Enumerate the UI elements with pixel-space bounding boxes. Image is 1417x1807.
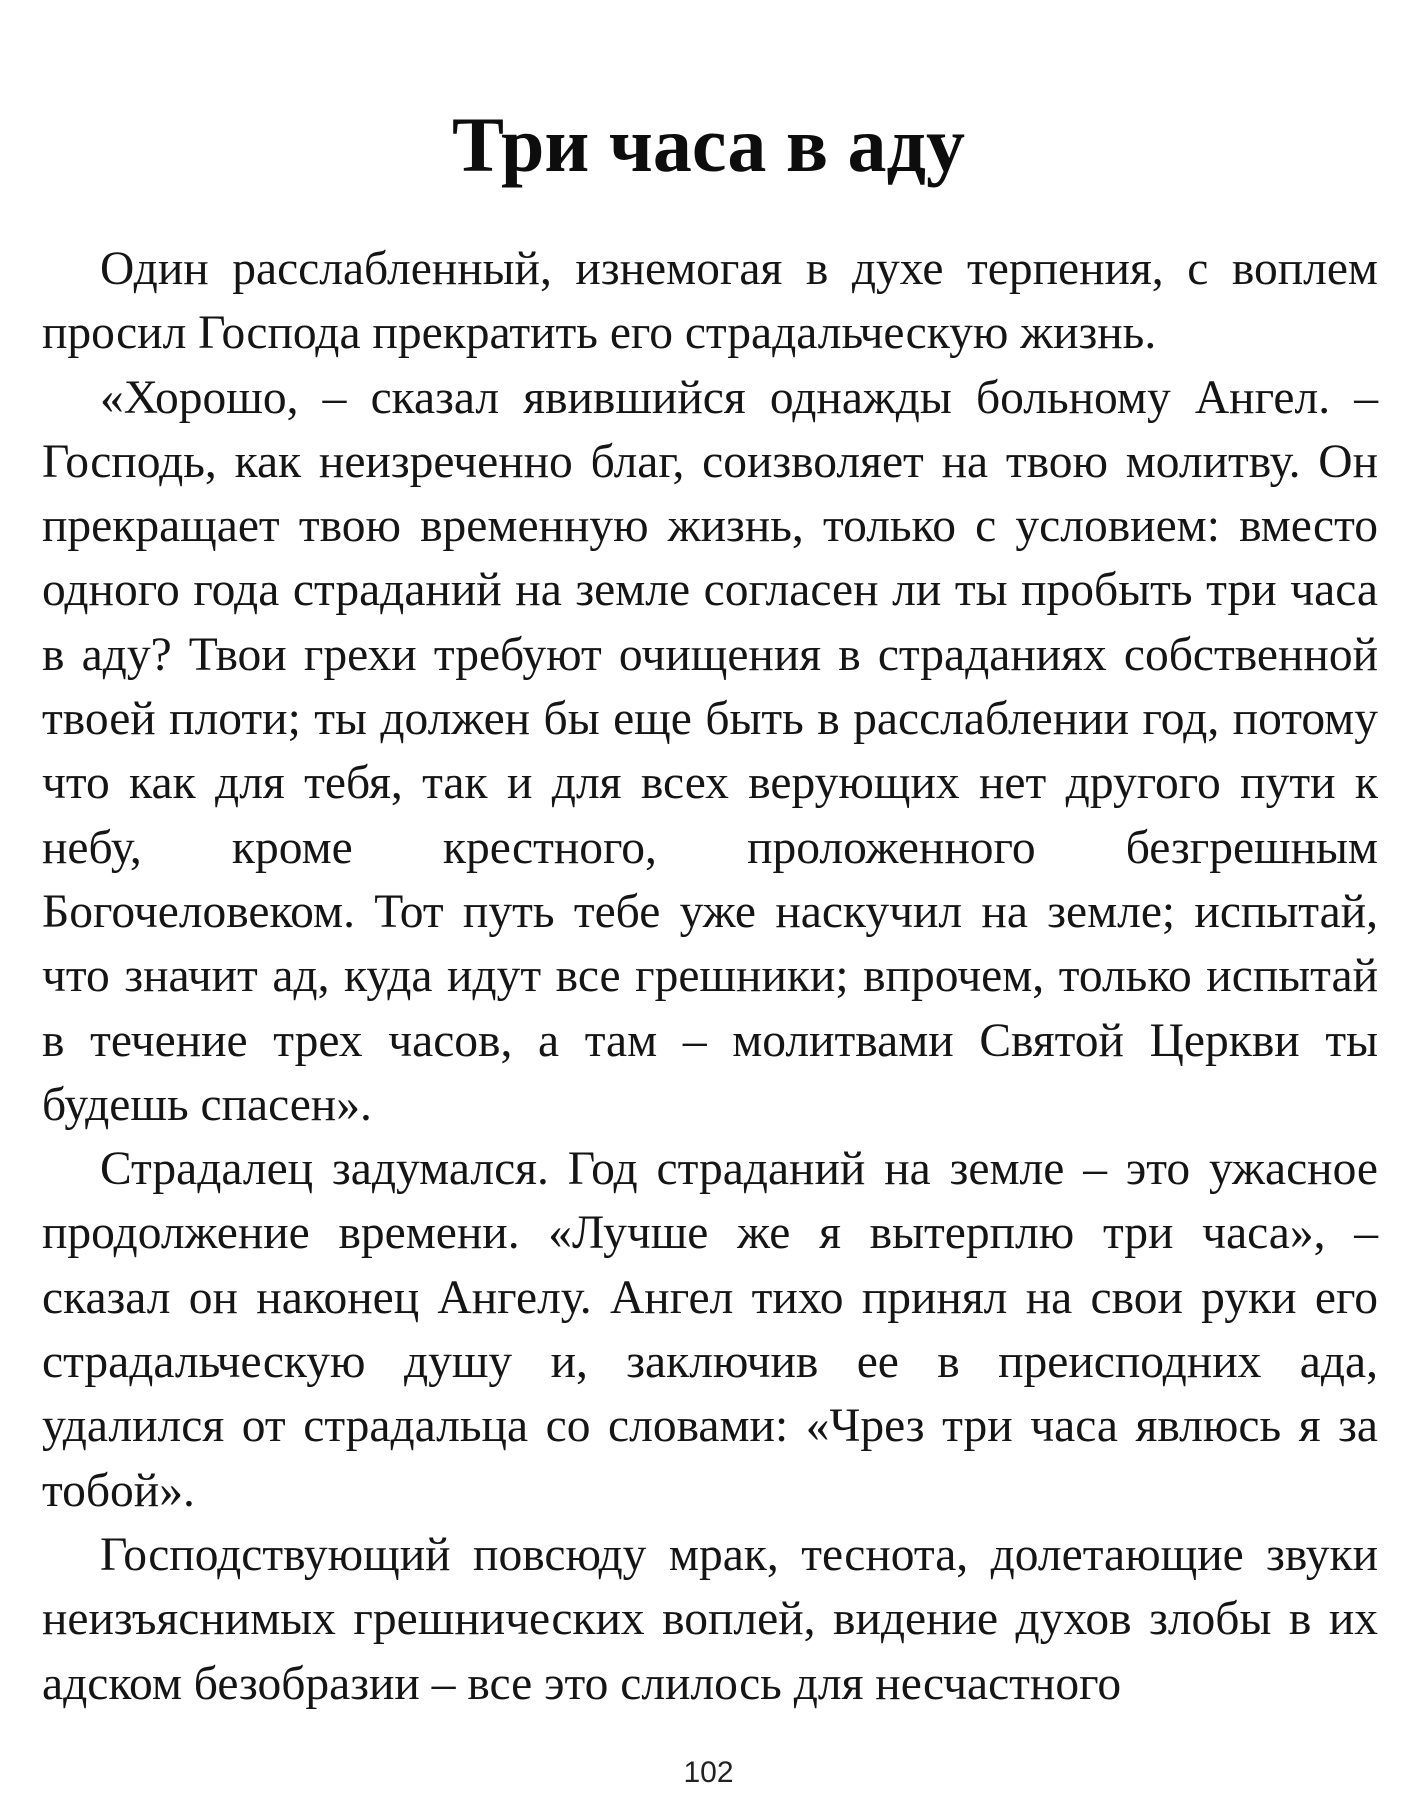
paragraph-1: Один расслабленный, изнемогая в духе терпения, с воплем просил Господа прекратить его страдальческую жизнь. [42, 243, 1378, 360]
paragraph-3: Страдалец задумался. Год страданий на земле – это ужасное продолжение времени. «Лучше же я вытерплю три часа», – сказал он наконец Ангелу. Ангел тихо принял на свои руки его страдальческую душу и, заключив ее в преисподних ада, удалился от страдальца со словами: «Чрез три часа явлюсь я за тобой». [42, 1143, 1378, 1517]
paragraph-4: Господствующий повсюду мрак, теснота, долетающие звуки неизъяснимых грешнических воплей, видение духов злобы в их адском безобразии – все это слилось для несчастного [42, 1528, 1378, 1710]
paragraph-2: «Хорошо, – сказал явившийся однажды больному Ангел. – Господь, как неизреченно благ, соизволяет на твою молитву. Он прекращает твою временную жизнь, только с условием: вместо одного года страданий на земле согласен ли ты пробыть три часа в аду? Твои грехи требуют очищения в страданиях собственной твоей плоти; ты должен бы еще быть в расслаблении год, потому что как для тебя, так и для всех верующих нет другого пути к небу, кроме крестного, проложенного безгрешным Богочеловеком. Тот путь тебе уже наскучил на земле; испытай, что значит ад, куда идут все грешники; впрочем, только испытай в течение трех часов, а там – молитвами Святой Церкви ты будешь спасен». [42, 371, 1378, 1131]
body-text [42, 237, 1378, 1716]
chapter-title: Три часа в аду [451, 101, 966, 188]
page-number: 102 [683, 1756, 734, 1789]
